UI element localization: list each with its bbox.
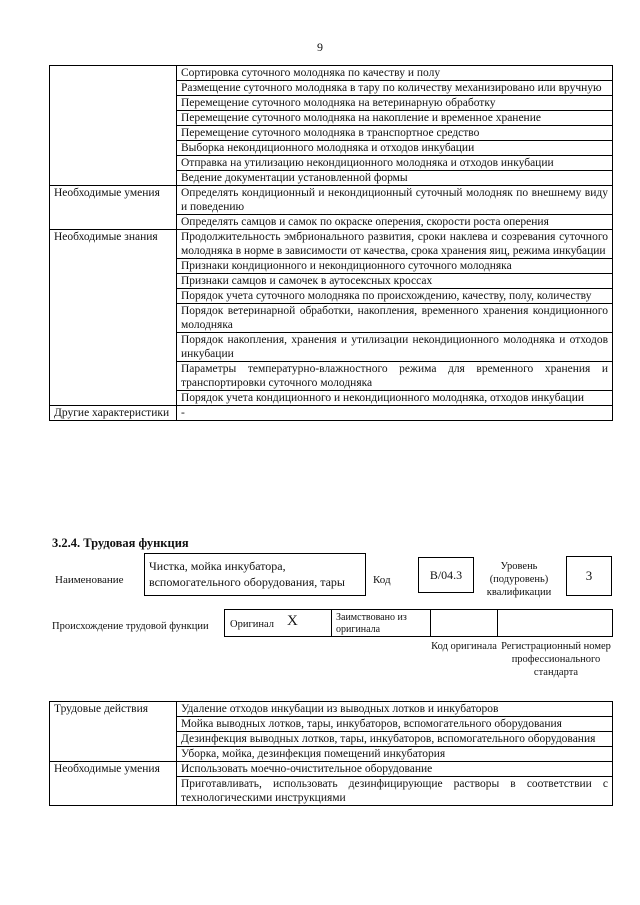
row-item: Мойка выводных лотков, тары, инкубаторов, вспомогательного оборудования xyxy=(177,717,613,732)
code-box xyxy=(418,557,474,593)
origin-code-box xyxy=(430,609,498,637)
reg-number-box xyxy=(497,609,613,637)
borrowed-box xyxy=(331,609,431,637)
row-label: Необходимые умения xyxy=(50,762,177,806)
row-label xyxy=(50,66,177,186)
row-item: Определять кондиционный и некондиционный суточный молодняк по внешнему виду и поведению xyxy=(177,186,613,215)
row-item: Перемещение суточного молодняка на ветеринарную обработку xyxy=(177,96,613,111)
row-item: Признаки кондиционного и некондиционного суточного молодняка xyxy=(177,259,613,274)
row-item: Порядок накопления, хранения и утилизации некондиционного молодняка и отходов инкубации xyxy=(177,333,613,362)
section-heading: 3.2.4. Трудовая функция xyxy=(52,536,189,550)
row-item: Параметры температурно-влажностного режима для временного хранения и транспортировки суточного молодняка xyxy=(177,362,613,391)
reg-caption: Регистрационный номер профессионального стандарта xyxy=(501,641,611,678)
row-item: Порядок учета кондиционного и некондиционного молодняка, отходов инкубации xyxy=(177,391,613,406)
table-row xyxy=(50,762,613,777)
row-item: Перемещение суточного молодняка в транспортное средство xyxy=(177,126,613,141)
row-item: Отправка на утилизацию некондиционного молодняка и отходов инкубации xyxy=(177,156,613,171)
competency-table-2 xyxy=(49,701,613,806)
level-label: Уровень (подуровень) квалификации xyxy=(486,561,552,598)
row-item: Перемещение суточного молодняка на накопление и временное хранение xyxy=(177,111,613,126)
competency-table-1 xyxy=(49,65,613,421)
name-label: Наименование xyxy=(55,574,124,586)
table-row xyxy=(50,702,613,717)
row-label: Трудовые действия xyxy=(50,702,177,762)
row-item: Порядок ветеринарной обработки, накопления, временного хранения кондиционного молодняка xyxy=(177,304,613,333)
row-item: Сортировка суточного молодняка по качеству и полу xyxy=(177,66,613,81)
page-number: 9 xyxy=(317,40,323,54)
row-label: Другие характеристики xyxy=(50,406,177,421)
row-item: Удаление отходов инкубации из выводных лотков и инкубаторов xyxy=(177,702,613,717)
row-item: Определять самцов и самок по окраске оперения, скорости роста оперения xyxy=(177,215,613,230)
code-value: В/04.3 xyxy=(429,568,463,582)
name-box xyxy=(144,553,366,596)
table-row xyxy=(50,230,613,259)
row-item: Использовать моечно-очистительное оборудование xyxy=(177,762,613,777)
level-box xyxy=(566,556,612,596)
code-caption: Код оригинала xyxy=(431,641,497,652)
original-mark: X xyxy=(287,613,298,629)
row-item: - xyxy=(177,406,613,421)
row-item: Ведение документации установленной формы xyxy=(177,171,613,186)
name-value: Чистка, мойка инкубатора, вспомогательного оборудования, тары xyxy=(149,559,345,589)
original-box xyxy=(224,609,332,637)
table-row xyxy=(50,406,613,421)
row-item: Размещение суточного молодняка в тару по количеству механизировано или вручную xyxy=(177,81,613,96)
original-label: Оригинал xyxy=(230,619,274,630)
row-item: Продолжительность эмбрионального развития, сроки наклева и созревания суточного молодняка в норме в зависимости от качества, срока хранения яиц, режима инкубации xyxy=(177,230,613,259)
code-label: Код xyxy=(373,574,391,586)
origin-label: Происхождение трудовой функции xyxy=(52,621,209,632)
row-item: Уборка, мойка, дезинфекция помещений инкубатория xyxy=(177,747,613,762)
row-item: Порядок учета суточного молодняка по происхождению, качеству, полу, количеству xyxy=(177,289,613,304)
row-item: Признаки самцов и самочек в аутосексных кроссах xyxy=(177,274,613,289)
table-row xyxy=(50,66,613,81)
row-item: Выборка некондиционного молодняка и отходов инкубации xyxy=(177,141,613,156)
table-row xyxy=(50,186,613,215)
row-label: Необходимые знания xyxy=(50,230,177,406)
row-label: Необходимые умения xyxy=(50,186,177,230)
borrowed-label: Заимствовано из оригинала xyxy=(336,612,407,635)
level-value: 3 xyxy=(585,568,593,583)
row-item: Приготавливать, использовать дезинфицирующие растворы в соответствии с технологическими инструкциями xyxy=(177,777,613,806)
row-item: Дезинфекция выводных лотков, тары, инкубаторов, вспомогательного оборудования xyxy=(177,732,613,747)
